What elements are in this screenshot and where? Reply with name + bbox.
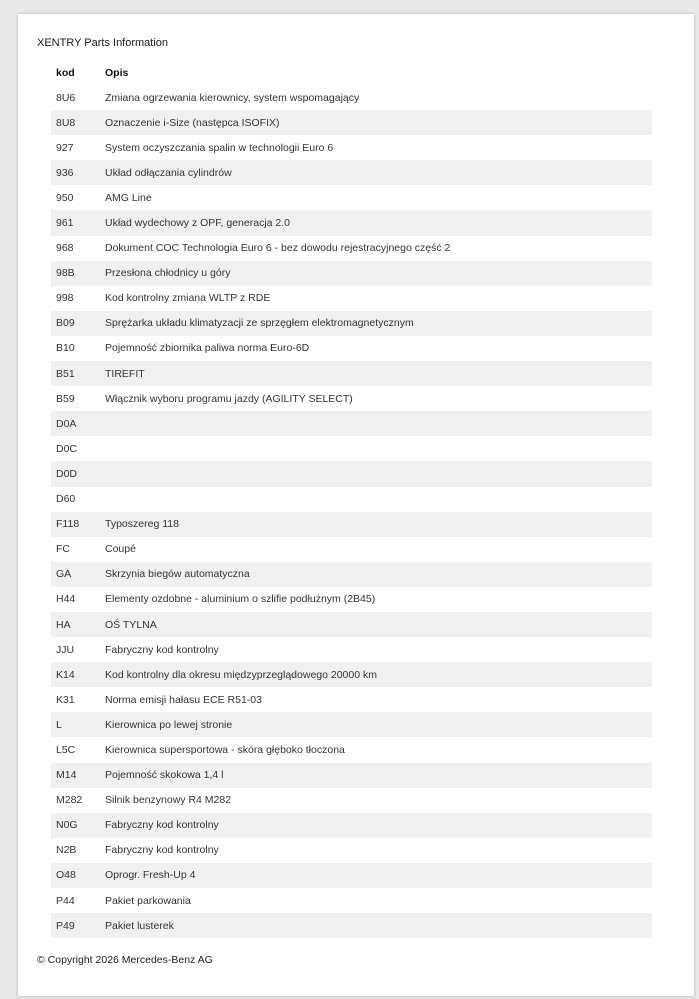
part-code: O48: [51, 863, 105, 888]
table-row: [51, 737, 652, 762]
table-row: [51, 85, 652, 110]
table-header-row: [51, 61, 652, 85]
part-description: Fabryczny kod kontrolny: [105, 643, 219, 656]
table-row: [51, 662, 652, 687]
part-description: Kod kontrolny zmiana WLTP z RDE: [105, 292, 271, 305]
table-row: [51, 311, 652, 336]
table-row: [51, 386, 652, 411]
part-code: P44: [56, 894, 75, 907]
part-code: K31: [56, 693, 75, 706]
part-description: Fabryczny kod kontrolny: [105, 844, 219, 857]
part-code: M14: [51, 763, 105, 788]
table-row: [51, 788, 652, 813]
part-description: Elementy ozdobne - aluminium o szlifie podłużnym (2B45): [105, 593, 376, 606]
part-description: OŚ TYLNA: [105, 612, 652, 637]
table-row: [51, 461, 652, 486]
copyright-text: © Copyright 2026 Mercedes-Benz AG: [37, 954, 213, 966]
part-description: Typoszereg 118: [105, 512, 652, 537]
part-code: N0G: [51, 813, 105, 838]
table-row: [51, 712, 652, 737]
table-row: [51, 110, 652, 135]
column-header-code: kod: [56, 67, 75, 79]
part-description: Skrzynia biegów automatyczna: [105, 562, 652, 587]
part-code: 98B: [51, 261, 105, 286]
part-code: HA: [51, 612, 105, 637]
page-title: XENTRY Parts Information: [37, 37, 169, 49]
part-description: [105, 487, 652, 512]
table-row: [51, 863, 652, 888]
part-code: 936: [51, 160, 105, 185]
part-description: System oczyszczania spalin w technologii Euro 6: [105, 141, 334, 154]
table-row: [51, 888, 652, 913]
part-description: Kierownica po lewej stronie: [105, 712, 652, 737]
part-code: 8U8: [51, 110, 105, 135]
part-description: Oprogr. Fresh-Up 4: [105, 863, 652, 888]
part-description: Coupé: [105, 543, 136, 556]
part-code: D0A: [51, 411, 105, 436]
part-code: B51: [51, 361, 105, 386]
part-description: Norma emisji hałasu ECE R51-03: [105, 693, 262, 706]
table-row: [51, 436, 652, 461]
table-row: [51, 160, 652, 185]
column-header-description: Opis: [105, 67, 129, 79]
part-code: H44: [56, 593, 76, 606]
part-code: 961: [51, 210, 105, 235]
table-row: [51, 637, 652, 662]
part-description: TIREFIT: [105, 361, 652, 386]
part-description: Przesłona chłodnicy u góry: [105, 261, 652, 286]
table-row: [51, 562, 652, 587]
part-code: 927: [56, 141, 74, 154]
document-page: [18, 14, 694, 996]
table-row: [51, 487, 652, 512]
part-code: FC: [56, 543, 70, 556]
table-row: [51, 612, 652, 637]
part-code: 968: [56, 242, 74, 255]
table-row: [51, 687, 652, 712]
table-body: [51, 85, 652, 938]
part-description: [105, 436, 652, 461]
table-row: [51, 813, 652, 838]
part-description: Fabryczny kod kontrolny: [105, 813, 652, 838]
part-description: Oznaczenie i-Size (następca ISOFIX): [105, 110, 652, 135]
part-description: Pojemność zbiornika paliwa norma Euro-6D: [105, 342, 310, 355]
table-row: [51, 185, 652, 210]
part-description: Układ odłączania cylindrów: [105, 160, 652, 185]
part-description: [105, 411, 652, 436]
part-description: Pakiet lusterek: [105, 913, 652, 938]
table-row: [51, 135, 652, 160]
parts-table: [51, 61, 652, 938]
part-code: K14: [51, 662, 105, 687]
part-code: GA: [51, 562, 105, 587]
part-description: Dokument COC Technologia Euro 6 - bez dowodu rejestracyjnego część 2: [105, 242, 451, 255]
part-code: B10: [56, 342, 75, 355]
table-row: [51, 336, 652, 361]
part-description: Pakiet parkowania: [105, 894, 191, 907]
part-code: 998: [56, 292, 74, 305]
part-code: M282: [56, 794, 83, 807]
table-row: [51, 763, 652, 788]
part-code: D0C: [56, 442, 78, 455]
part-code: P49: [51, 913, 105, 938]
part-description: Sprężarka układu klimatyzacji ze sprzęgłem elektromagnetycznym: [105, 311, 652, 336]
part-description: Kierownica supersportowa - skóra głęboko tłoczona: [105, 743, 345, 756]
table-row: [51, 411, 652, 436]
part-description: [105, 461, 652, 486]
part-description: Pojemność skokowa 1,4 l: [105, 763, 652, 788]
part-description: AMG Line: [105, 191, 152, 204]
table-row: [51, 512, 652, 537]
part-code: B09: [51, 311, 105, 336]
table-row: [51, 361, 652, 386]
part-code: D60: [56, 493, 76, 506]
part-code: L5C: [56, 743, 76, 756]
part-description: Zmiana ogrzewania kierownicy, system wspomagający: [105, 91, 360, 104]
table-row: [51, 236, 652, 261]
part-code: 8U6: [56, 91, 76, 104]
part-code: B59: [56, 392, 75, 405]
part-code: D0D: [51, 461, 105, 486]
table-row: [51, 587, 652, 612]
part-code: 950: [56, 191, 74, 204]
part-description: Włącznik wyboru programu jazdy (AGILITY SELECT): [105, 392, 353, 405]
table-row: [51, 210, 652, 235]
table-row: [51, 286, 652, 311]
table-row: [51, 838, 652, 863]
part-code: N2B: [56, 844, 77, 857]
part-description: Kod kontrolny dla okresu międzyprzeglądowego 20000 km: [105, 662, 652, 687]
part-description: Silnik benzynowy R4 M282: [105, 794, 232, 807]
table-row: [51, 913, 652, 938]
table-row: [51, 537, 652, 562]
table-row: [51, 261, 652, 286]
part-code: JJU: [56, 643, 75, 656]
part-code: F118: [51, 512, 105, 537]
part-description: Układ wydechowy z OPF, generacja 2.0: [105, 210, 652, 235]
part-code: L: [51, 712, 105, 737]
